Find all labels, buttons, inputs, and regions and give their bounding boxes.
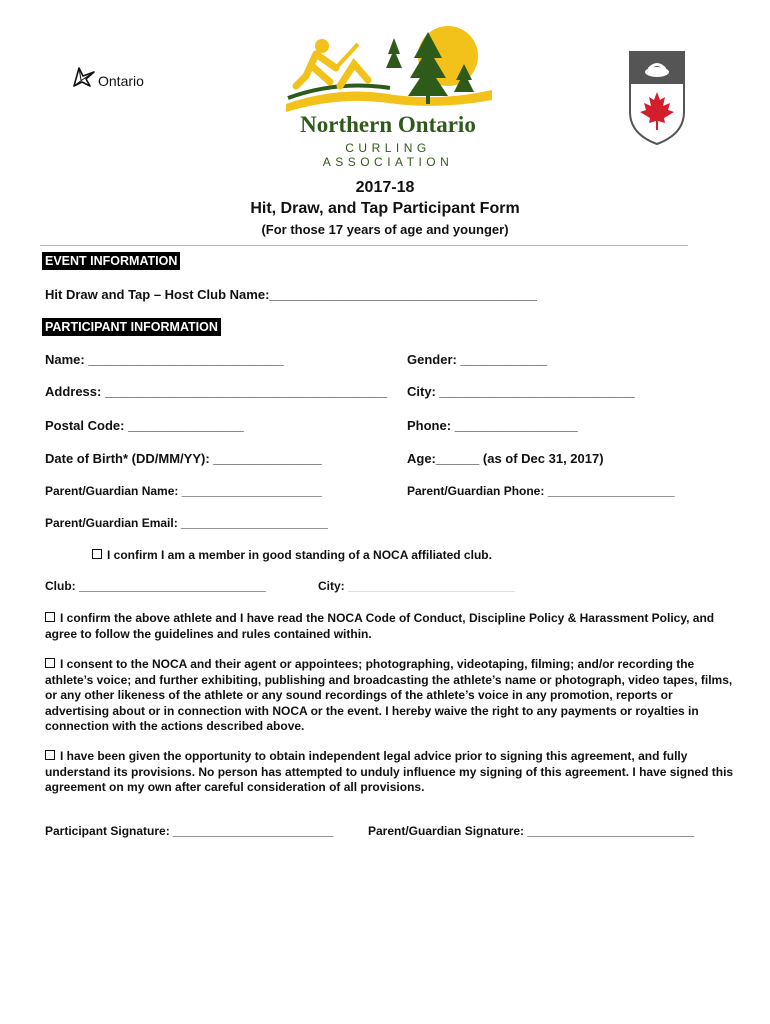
media-consent-statement: [45, 657, 735, 735]
club-city-label: City:: [318, 579, 345, 593]
curling-canada-crest: [628, 50, 686, 146]
code-of-conduct-statement: [45, 611, 735, 642]
club-city-field[interactable]: [318, 579, 515, 593]
postal-code-field[interactable]: Postal Code: ________________: [45, 418, 244, 433]
guardian-name-field[interactable]: Parent/Guardian Name: _____________________: [45, 484, 322, 498]
age-field[interactable]: Age:______ (as of Dec 31, 2017): [407, 451, 604, 466]
form-year: 2017-18: [355, 179, 415, 196]
form-title: Hit, Draw, and Tap Participant Form: [250, 200, 520, 217]
legal-advice-checkbox[interactable]: [45, 750, 55, 760]
media-consent-checkbox[interactable]: [45, 658, 55, 668]
date-of-birth-field[interactable]: Date of Birth* (DD/MM/YY): _______________: [45, 451, 322, 466]
noca-subtitle: CURLING ASSOCIATION: [322, 141, 454, 169]
code-of-conduct-text: I confirm the above athlete and I have read the NOCA Code of Conduct, Discipline Policy & Harassment Policy, and agree to follow the guidelines and rules contained within.: [45, 611, 715, 641]
noca-logo: [278, 24, 498, 169]
maple-leaf-crest-icon: [628, 50, 686, 146]
guardian-signature-field[interactable]: Parent/Guardian Signature: _________________________: [368, 824, 695, 838]
member-confirm-label: I confirm I am a member in good standing of a NOCA affiliated club.: [107, 548, 492, 562]
club-field[interactable]: Club: ____________________________: [45, 579, 266, 593]
divider: [40, 245, 688, 246]
name-field[interactable]: Name: ___________________________: [45, 352, 284, 367]
form-subtitle: (For those 17 years of age and younger): [261, 222, 509, 237]
host-club-field[interactable]: Hit Draw and Tap – Host Club Name:_____________________________________: [45, 287, 537, 302]
event-information-header: EVENT INFORMATION: [42, 252, 180, 270]
member-confirm-row: [92, 548, 492, 562]
member-confirm-checkbox[interactable]: [92, 549, 102, 559]
noca-name: Northern Ontario: [300, 112, 476, 137]
noca-emblem-icon: [278, 24, 498, 112]
code-of-conduct-checkbox[interactable]: [45, 612, 55, 622]
trillium-icon: [70, 64, 98, 92]
ontario-wordmark: Ontario: [98, 73, 144, 89]
ontario-logo: [70, 62, 165, 96]
media-consent-text: I consent to the NOCA and their agent or appointees; photographing, videotaping, filming; and/or recording the athlete’s voice; and further exhibiting, publishing and broadcasting the athlete’s name or photograph, video tapes, films, or any other likeness of the athlete or any sound recordings of the athlete’s voice in any promotion, reports or advertising about or in connection with NOCA or the event. I hereby waive the right to any payments or royalties in connection with the actions described above.: [45, 657, 733, 733]
city-field[interactable]: City: ___________________________: [407, 384, 635, 399]
gender-field[interactable]: Gender: ____________: [407, 352, 548, 367]
participant-information-header: PARTICIPANT INFORMATION: [42, 318, 221, 336]
address-field[interactable]: Address: _______________________________________: [45, 384, 387, 399]
guardian-email-field[interactable]: Parent/Guardian Email: ______________________: [45, 516, 328, 530]
phone-field[interactable]: Phone: _________________: [407, 418, 578, 433]
legal-advice-text: I have been given the opportunity to obtain independent legal advice prior to signing this agreement, and fully understand its provisions. No person has attempted to unduly influence my signing of this agreement. I have signed this agreement on my own after careful consideration of all provisions.: [45, 749, 734, 794]
club-city-blank: _________________________: [348, 579, 515, 593]
participant-signature-field[interactable]: Participant Signature: ________________________: [45, 824, 334, 838]
guardian-phone-field[interactable]: Parent/Guardian Phone: ___________________: [407, 484, 675, 498]
legal-advice-statement: [45, 749, 735, 796]
